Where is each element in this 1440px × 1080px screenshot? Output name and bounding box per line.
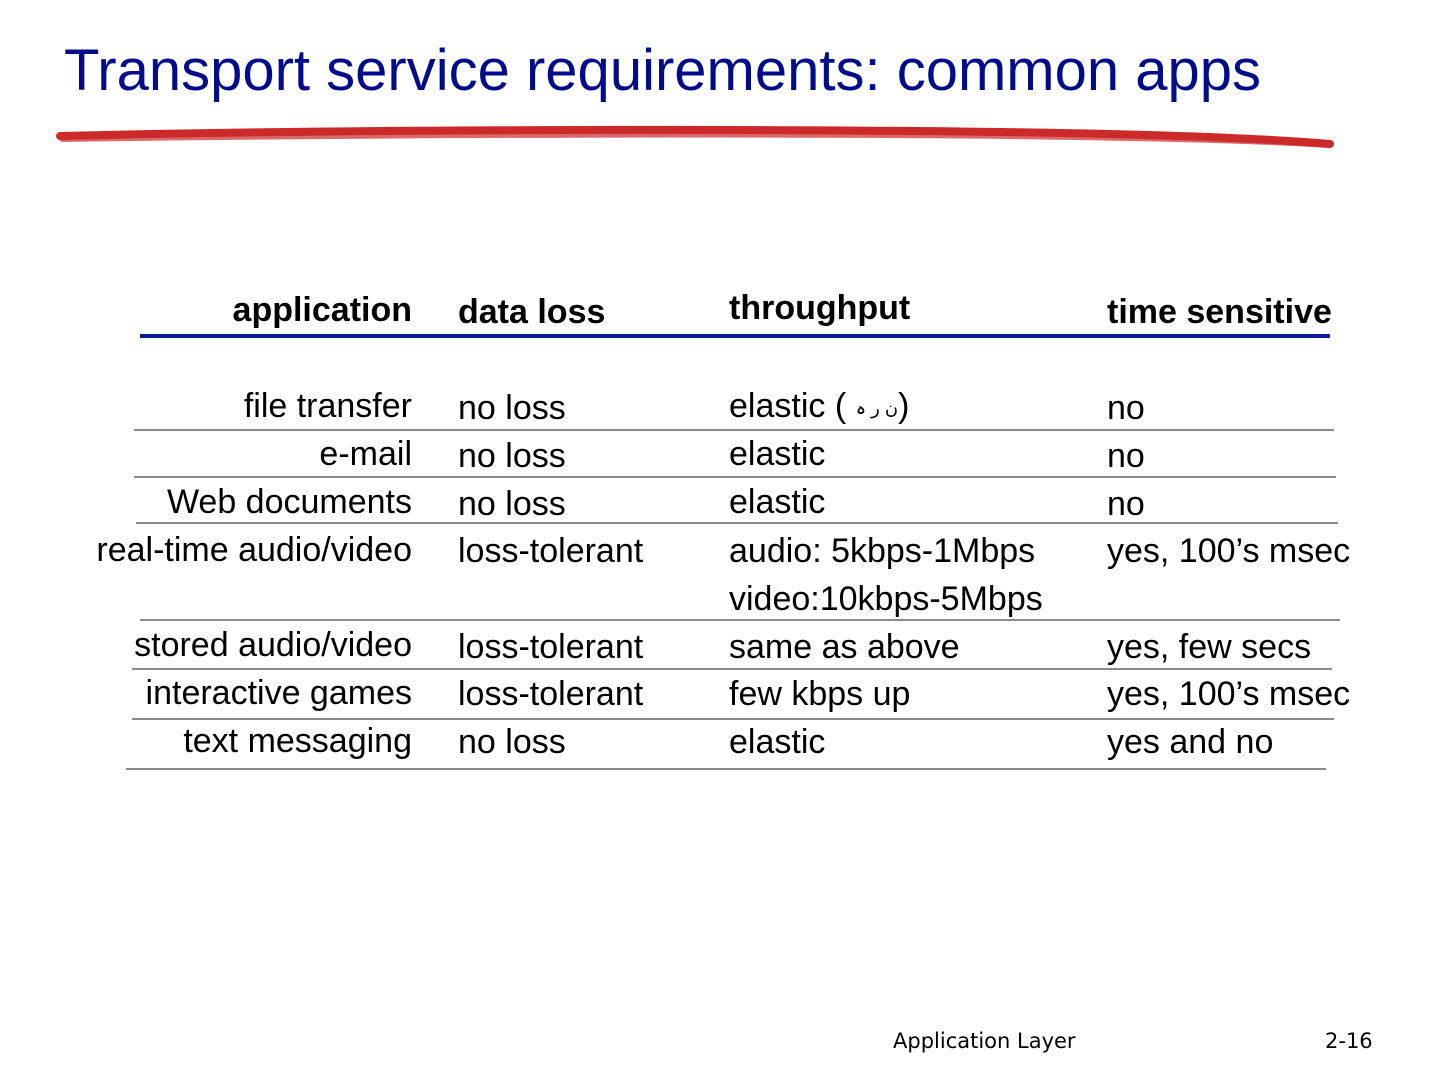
cell-application: file transfer [243,387,412,425]
cell-throughput: elastic [729,723,826,761]
cell-application: real-time audio/video [96,531,412,569]
row-divider [132,668,1332,670]
cell-throughput: elastic [729,483,826,521]
cell-time-sensitive: no [1107,389,1145,427]
cell-application: text messaging [183,722,412,760]
row-divider [134,476,1336,478]
cell-data-loss: loss-tolerant [458,532,644,570]
cell-application: e-mail [319,435,412,473]
cell-data-loss: no loss [458,485,566,523]
cell-throughput-line2: video:10kbps-5Mbps [729,580,1043,618]
row-divider [132,718,1334,720]
cell-throughput [729,386,909,428]
throughput-glyphs: ن ر ہ [855,398,899,419]
cell-application: Web documents [166,483,412,521]
cell-data-loss: no loss [458,437,566,475]
cell-throughput: same as above [729,628,960,666]
header-rule [140,334,1330,338]
cell-time-sensitive: yes, few secs [1107,628,1312,666]
cell-data-loss: loss-tolerant [458,628,644,666]
cell-data-loss: no loss [458,723,566,761]
cell-application: interactive games [145,674,412,712]
footer-page-number: 2-16 [1325,1029,1373,1053]
cell-time-sensitive: yes, 100’s msec [1107,675,1351,713]
row-divider [126,768,1326,770]
header-throughput: throughput [729,289,911,327]
throughput-close: ) [898,387,910,425]
throughput-text: elastic ( [729,387,847,425]
row-divider [134,429,1334,431]
cell-data-loss: no loss [458,389,566,427]
row-divider [136,522,1338,524]
cell-data-loss: loss-tolerant [458,675,644,713]
cell-time-sensitive: no [1107,437,1145,475]
cell-time-sensitive: yes and no [1107,723,1274,761]
cell-throughput: few kbps up [729,675,911,713]
footer-section: Application Layer [893,1029,1076,1053]
header-data-loss: data loss [458,293,606,331]
cell-time-sensitive: no [1107,485,1145,523]
cell-application: stored audio/video [134,626,412,664]
cell-throughput: elastic [729,435,826,473]
cell-time-sensitive: yes, 100’s msec [1107,532,1351,570]
header-application: application [232,291,412,329]
cell-throughput: audio: 5kbps-1Mbps [729,532,1036,570]
row-divider [140,619,1340,621]
slide-title: Transport service requirements: common apps [64,38,1261,103]
header-time-sensitive: time sensitive [1107,293,1332,331]
